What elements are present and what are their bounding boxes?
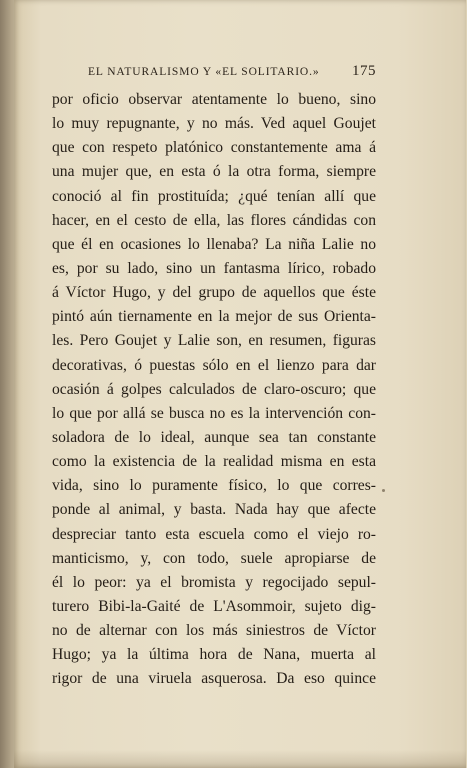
text-line: es, por su lado, sino un fantasma lírico, robado <box>52 259 376 277</box>
text-line: vida, sino lo puramente físico, lo que corres- <box>52 477 376 495</box>
text-line: que él en ocasiones lo llenaba? La niña Lalie no <box>52 235 376 253</box>
running-head: EL NATURALISMO Y «EL SOLITARIO.» <box>88 66 320 78</box>
page-number: 175 <box>352 63 376 79</box>
text-line: decorativas, ó puestas sólo en el lienzo para dar <box>52 356 376 374</box>
text-line: hacer, en el cesto de ella, las flores cándidas con <box>52 211 376 229</box>
text-line: ponde al animal, y basta. Nada hay que afecte <box>52 501 376 519</box>
text-line: les. Pero Goujet y Lalie son, en resumen, figuras <box>52 332 376 350</box>
text-line: por oficio observar atentamente lo bueno, sino <box>52 91 376 108</box>
text-line: conoció al fin prostituída; ¿qué tenían allí que <box>52 187 376 205</box>
text-line: soladora de lo ideal, aunque sea tan constante <box>52 428 376 446</box>
text-line: como la existencia de la realidad misma en esta <box>52 453 376 471</box>
text-line: él lo peor: ya el bromista y regocijado sepul- <box>52 573 376 591</box>
text-line: Hugo; ya la última hora de Nana, muerta al <box>52 646 376 664</box>
text-line: manticismo, y, con todo, suele apropiarse de <box>52 549 376 567</box>
paper-speck <box>382 489 385 492</box>
page-body-text <box>52 88 376 692</box>
text-line: ocasión á golpes calculados de claro-oscuro; que <box>52 380 376 398</box>
text-line: lo que por allá se busca no es la intervención con- <box>52 404 376 422</box>
text-line: turero Bibi-la-Gaité de L'Asommoir, sujeto dig- <box>52 597 376 615</box>
text-line: lo muy repugnante, y no más. Ved aquel Goujet <box>52 115 376 133</box>
text-line: pintó aún tiernamente en la mejor de sus Orienta- <box>52 308 376 326</box>
text-line: que con respeto platónico constantemente ama á <box>52 139 376 157</box>
page-bottom-edge <box>14 750 466 768</box>
text-line: no de alternar con los más siniestros de Víctor <box>52 622 376 640</box>
text-line: una mujer que, en esta ó la otra forma, siempre <box>52 163 376 181</box>
text-line: rigor de una viruela asquerosa. Da eso quince <box>52 670 376 688</box>
text-line: despreciar tanto esta escuela como el viejo ro- <box>52 525 376 543</box>
page-header <box>88 63 376 80</box>
text-line: á Víctor Hugo, y del grupo de aquellos que éste <box>52 284 376 302</box>
